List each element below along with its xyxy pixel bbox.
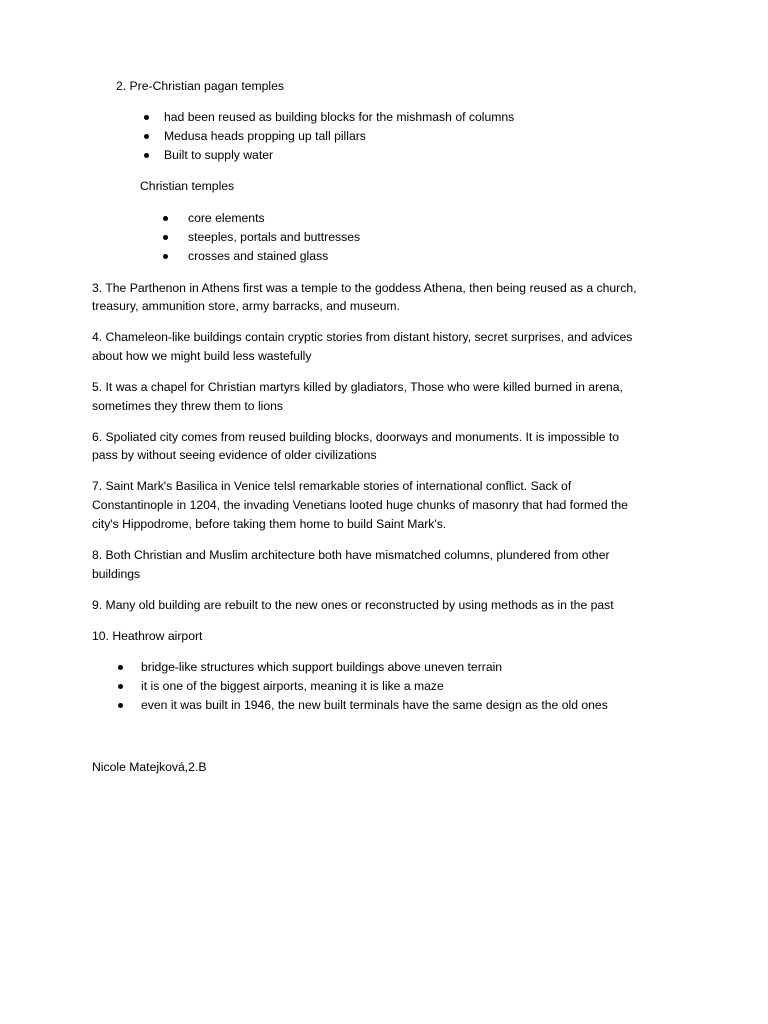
paragraph-7-line-3: city's Hippodrome, before taking them home to build Saint Mark's. [92,517,447,531]
list-item: bridge-like structures which support buildings above uneven terrain [141,660,503,674]
paragraph-7-line-2: Constantinople in 1204, the invading Venetians looted huge chunks of masonry that had formed the [92,498,628,512]
paragraph-8-line-2: buildings [92,567,141,581]
section-10-heading: 10. Heathrow airport [92,629,203,643]
paragraph-6-line-2: pass by without seeing evidence of older civilizations [92,448,377,462]
list-item: Built to supply water [164,148,274,162]
paragraph-8-line-1: 8. Both Christian and Muslim architecture both have mismatched columns, plundered from other [92,548,610,562]
bullet-icon [144,153,149,158]
paragraph-7-line-1: 7. Saint Mark's Basilica in Venice telsl remarkable stories of international conflict. Sack of [92,479,572,493]
christian-temples-heading: Christian temples [140,179,235,193]
bullet-icon [118,665,123,670]
bullet-icon [118,684,123,689]
paragraph-5-line-1: 5. It was a chapel for Christian martyrs killed by gladiators, Those who were killed burned in arena, [92,380,623,394]
paragraph-3-line-1: 3. The Parthenon in Athens first was a temple to the goddess Athena, then being reused as a church, [92,281,637,295]
list-item: it is one of the biggest airports, meaning it is like a maze [141,679,444,693]
author-signature: Nicole Matejková,2.B [92,760,207,774]
list-item: even it was built in 1946, the new built terminals have the same design as the old ones [141,698,608,712]
list-item: steeples, portals and buttresses [188,230,361,244]
list-item: Medusa heads propping up tall pillars [164,129,366,143]
bullet-icon [163,235,168,240]
bullet-icon [163,216,168,221]
bullet-icon [163,254,168,259]
bullet-icon [144,115,149,120]
paragraph-5-line-2: sometimes they threw them to lions [92,399,284,413]
paragraph-6-line-1: 6. Spoliated city comes from reused building blocks, doorways and monuments. It is impossible to [92,430,620,444]
paragraph-4-line-2: about how we might build less wastefully [92,349,312,363]
list-item: crosses and stained glass [188,249,329,263]
paragraph-4-line-1: 4. Chameleon-like buildings contain cryptic stories from distant history, secret surprises, and advices [92,330,633,344]
bullet-icon [118,703,123,708]
section-2-heading: 2. Pre-Christian pagan temples [116,79,285,93]
list-item: had been reused as building blocks for the mishmash of columns [164,110,515,124]
bullet-icon [144,134,149,139]
list-item: core elements [188,211,265,225]
paragraph-9-line-1: 9. Many old building are rebuilt to the new ones or reconstructed by using methods as in the past [92,598,614,612]
paragraph-3-line-2: treasury, ammunition store, army barracks, and museum. [92,299,400,313]
